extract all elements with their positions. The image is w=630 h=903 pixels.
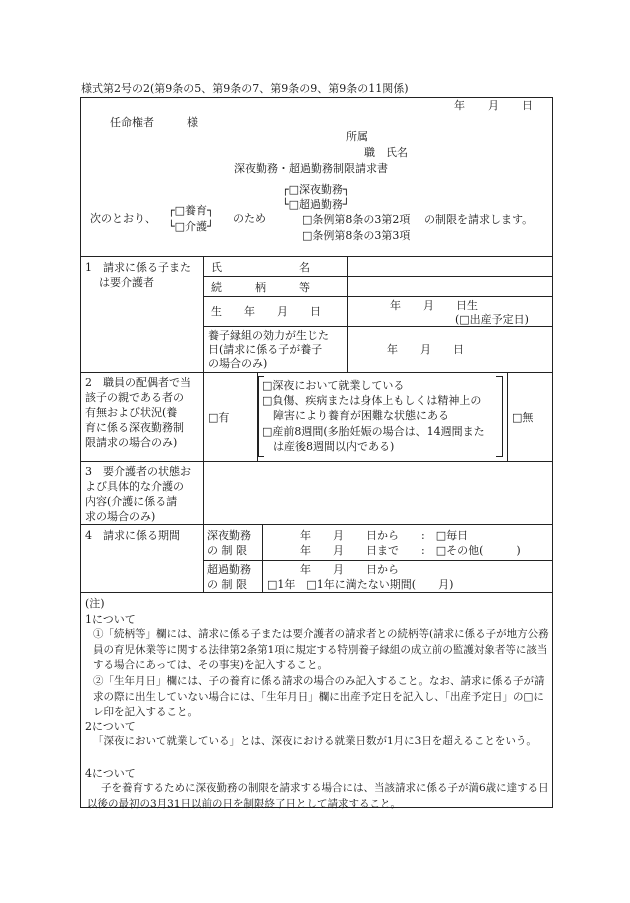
care-option-nurture: ┌□養育┐ bbox=[168, 204, 214, 217]
s1-adoption-label-2: 日(請求に係る子が養子 bbox=[208, 343, 323, 356]
s4-night-label-1: 深夜勤務 bbox=[207, 529, 251, 542]
s2-bracket-right-top bbox=[496, 376, 502, 377]
notes-2-text: 「深夜において就業している」とは、深夜における就業日数が1月に3日を超えることをいう。 bbox=[93, 735, 537, 747]
s3-title-2: よび具体的な介護の bbox=[85, 480, 184, 493]
request-for: のため bbox=[233, 212, 266, 225]
notes-2-heading: 2について bbox=[85, 720, 136, 733]
date-year: 年 bbox=[454, 99, 465, 112]
divider-notes bbox=[80, 592, 553, 593]
s3-title-3: 内容(介護に係る請 bbox=[85, 495, 178, 508]
form-title: 様式第2号の2(第9条の5、第9条の7、第9条の9、第9条の11関係) bbox=[81, 82, 409, 95]
s2-bracket-right-bottom bbox=[496, 456, 502, 457]
date-day: 日 bbox=[522, 99, 533, 112]
s2-no-column bbox=[507, 372, 508, 461]
s2-status-5: は産後8週間以内である) bbox=[262, 440, 395, 453]
divider-section3 bbox=[80, 461, 553, 462]
s1-row-line-2 bbox=[203, 296, 553, 297]
s1-title-line1: 1 請求に係る子また bbox=[85, 261, 191, 274]
notes-1-heading: 1について bbox=[85, 613, 136, 626]
s2-title-1: 2 職員の配偶者で当 bbox=[85, 376, 191, 389]
s4-row-line bbox=[203, 560, 553, 561]
request-tail: の制限を請求します。 bbox=[424, 213, 534, 226]
s4-night-label-2: の 制 限 bbox=[207, 544, 247, 557]
s4-title: 4 請求に係る期間 bbox=[85, 529, 180, 542]
staff-name-label: 職 氏名 bbox=[364, 146, 408, 159]
notes-4-text: 子を養育するために深夜勤務の制限を請求する場合には、当該請求に係る子が満6歳に達する日以後の最初の3月31日以前の日を制限終了日として請求すること。 bbox=[87, 782, 549, 810]
date-month: 月 bbox=[488, 99, 499, 112]
s2-bracket-left-bottom bbox=[258, 456, 264, 457]
s1-adoption-label-3: の場合のみ) bbox=[208, 357, 268, 370]
s4-night-line-2: 年 月 日まで : □その他( ) bbox=[300, 544, 521, 557]
s1-birth-label: 生 年 月 日 bbox=[211, 305, 321, 318]
frame-left bbox=[80, 97, 81, 808]
work-option-night: ┌□深夜勤務┐ bbox=[282, 183, 350, 196]
request-lead: 次のとおり、 bbox=[90, 212, 156, 225]
s1-row-line-1 bbox=[203, 276, 553, 277]
s2-status-2: □負傷、疾病または身体上もしくは精神上の bbox=[262, 394, 482, 407]
clause-option-2: □条例第8条の3第2項 bbox=[302, 213, 411, 226]
s2-yes-checkbox: □有 bbox=[208, 411, 230, 424]
document-title: 深夜勤務・超過勤務制限請求書 bbox=[234, 162, 388, 175]
s2-status-3: 障害により養育が困難な状態にある bbox=[262, 409, 449, 422]
s3-title-4: 求の場合のみ) bbox=[85, 510, 156, 523]
s4-over-line-2: □1年 □1年に満たない期間( 月) bbox=[267, 578, 454, 591]
s2-title-3: 有無および状況(養 bbox=[85, 406, 178, 419]
divider-section1 bbox=[80, 256, 553, 257]
notes-heading: (注) bbox=[85, 597, 105, 610]
s1-adoption-value: 年 月 日 bbox=[387, 343, 464, 356]
s2-title-4: 育に係る深夜勤務制 bbox=[85, 421, 184, 434]
s4-night-line-1: 年 月 日から : □毎日 bbox=[300, 529, 469, 542]
s2-bracket-left-top bbox=[258, 376, 264, 377]
care-option-nursing: └□介護┘ bbox=[168, 220, 214, 233]
notes-4-heading: 4について bbox=[85, 767, 136, 780]
s2-status-1: □深夜において就業している bbox=[262, 379, 405, 392]
s1-birth-value-line2: (□出産予定日) bbox=[455, 313, 529, 326]
s1-name-label: 氏 名 bbox=[211, 261, 310, 274]
divider-label-column bbox=[203, 256, 204, 592]
s1-adoption-label-1: 養子縁組の効力が生じた bbox=[208, 329, 329, 342]
s4-over-label-1: 超過勤務 bbox=[207, 563, 251, 576]
frame-right bbox=[552, 97, 553, 808]
s1-relation-label: 続 柄 等 bbox=[211, 281, 310, 294]
s1-birth-value-line1: 年 月 日生 bbox=[390, 299, 478, 312]
s2-title-5: 限請求の場合のみ) bbox=[85, 436, 178, 449]
divider-section2 bbox=[80, 372, 553, 373]
s4-over-label-2: の 制 限 bbox=[207, 578, 247, 591]
notes-1-item-2: ②「生年月日」欄には、子の養育に係る請求の場合のみ記入すること。なお、請求に係る子が請求の際に出生していない場合には、「生年月日」欄に出産予定日を記入し、「出産予定日」の□にレ印を記入すること。 bbox=[93, 675, 545, 718]
affiliation-label: 所属 bbox=[346, 130, 368, 143]
frame-top bbox=[80, 97, 553, 98]
s1-value-column bbox=[347, 256, 348, 372]
addressee: 任命権者 様 bbox=[110, 116, 198, 129]
s3-title-1: 3 要介護者の状態お bbox=[85, 465, 191, 478]
s4-over-line-1: 年 月 日から bbox=[300, 563, 399, 576]
clause-option-3: □条例第8条の3第3項 bbox=[302, 229, 411, 242]
s2-bracket-right bbox=[502, 376, 503, 457]
work-option-overtime: └□超過勤務┘ bbox=[282, 198, 350, 211]
s2-title-2: 該子の親である者の bbox=[85, 391, 184, 404]
s2-bracket-left bbox=[258, 376, 259, 457]
divider-section4 bbox=[80, 524, 553, 525]
s4-label-column bbox=[262, 524, 263, 592]
s2-no-checkbox: □無 bbox=[512, 411, 534, 424]
s2-status-4: □産前8週間(多胎妊娠の場合は、14週間また bbox=[262, 425, 485, 438]
notes-1-item-1: ①「続柄等」欄には、請求に係る子または要介護者の請求者との続柄等(請求に係る子が地方公務員の育児休業等に関する法律第2条第1項に規定する特別養子縁組の成立前の監護対象者等に該当する場合にあっては、その事実)を記入すること。 bbox=[93, 628, 549, 671]
s1-title-line2: は要介護者 bbox=[99, 276, 154, 289]
